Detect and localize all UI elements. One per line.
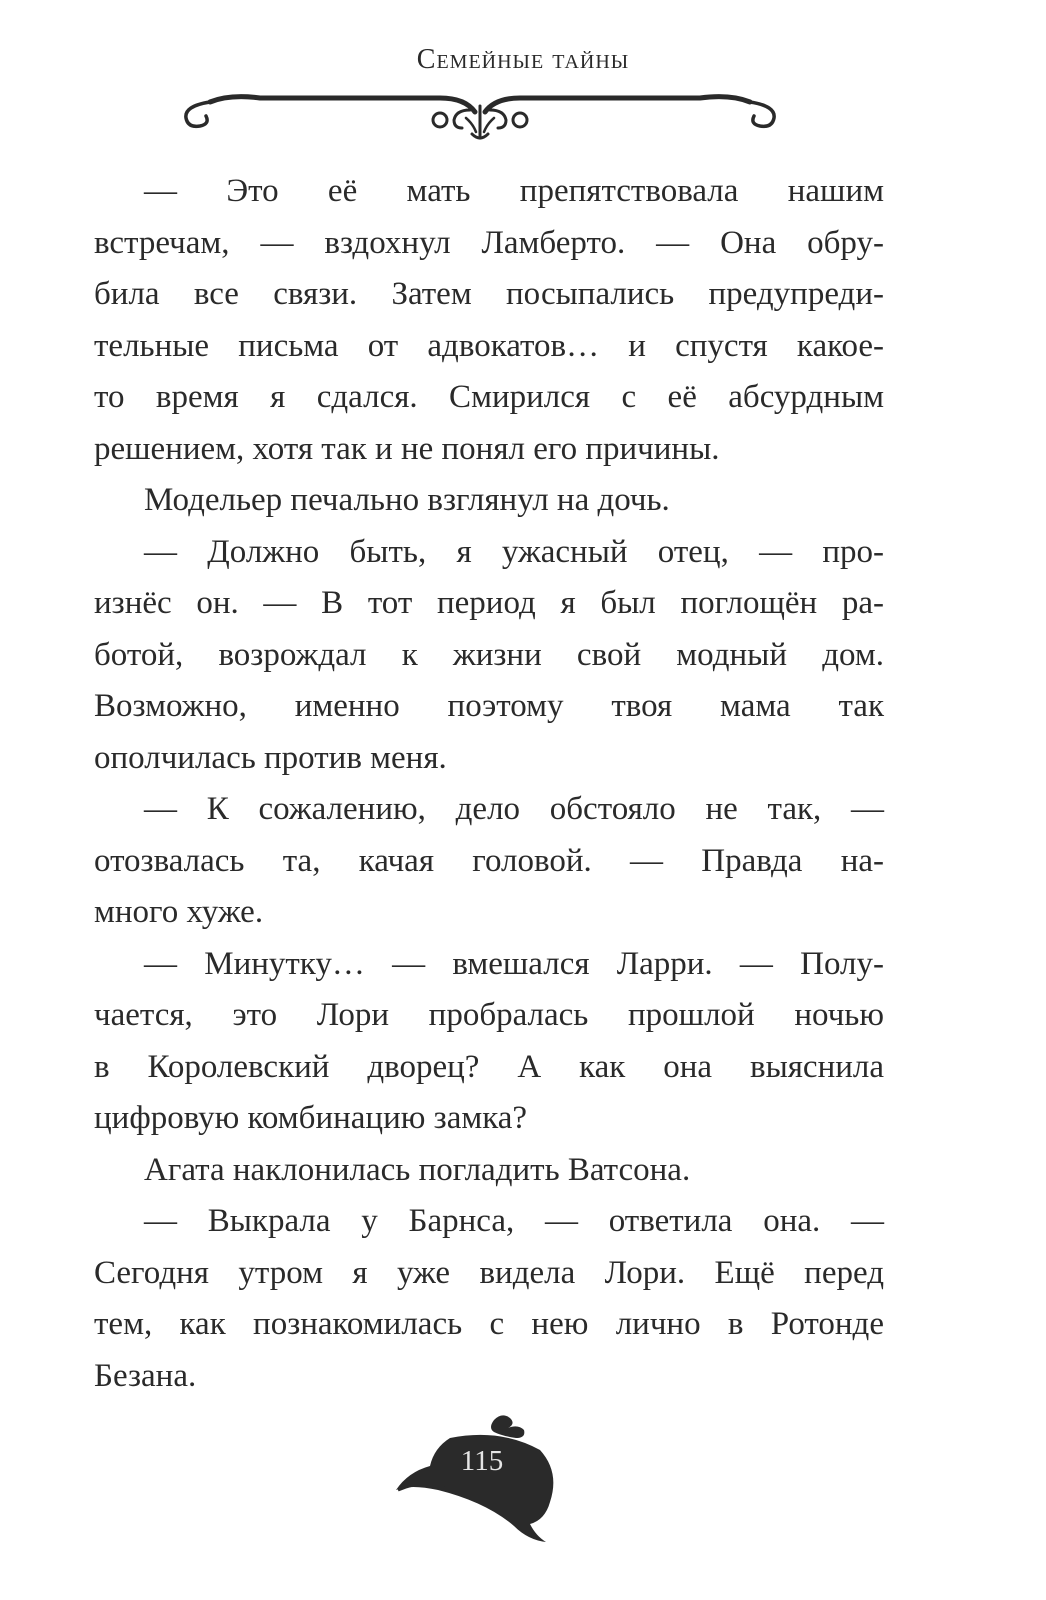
text-line: Возможно, именно поэтому твоя мама так xyxy=(94,688,884,724)
page-number: 115 xyxy=(460,1445,504,1477)
text-line: в Королевский дворец? А как она выяснила xyxy=(94,1048,884,1085)
detective-hat-icon xyxy=(390,1410,560,1550)
text-line: тельные письма от адвокатов… и спустя какое- xyxy=(94,327,884,364)
text-line: чается, это Лори пробралась прошлой ночью xyxy=(94,997,884,1033)
text-line: то время я сдался. Смирился с её абсурдным xyxy=(94,379,884,415)
running-head: Семейные тайны xyxy=(416,44,630,75)
text-line: тем, как познакомилась с нею лично в Ротонде xyxy=(94,1306,884,1342)
text-line: била все связи. Затем посыпались предупреди- xyxy=(94,276,884,312)
text-line: встречам, — вздохнул Ламберто. — Она обру- xyxy=(94,224,884,261)
scroll-ornament-icon xyxy=(170,88,790,148)
text-line: Безана. xyxy=(94,1357,197,1394)
text-line: изнёс он. — В тот период я был поглощён ра- xyxy=(94,585,884,621)
text-line: — К сожалению, дело обстояло не так, — xyxy=(144,791,884,827)
text-line: цифровую комбинацию замка? xyxy=(94,1100,528,1136)
text-line: — Должно быть, я ужасный отец, — про- xyxy=(144,533,884,570)
text-line: много хуже. xyxy=(94,894,264,930)
text-line: — Это её мать препятствовала нашим xyxy=(144,173,884,209)
text-line: отозвалась та, качая головой. — Правда на- xyxy=(94,842,884,879)
text-line: Модельер печально взглянул на дочь. xyxy=(144,482,670,518)
text-line: Сегодня утром я уже видела Лори. Ещё перед xyxy=(94,1254,884,1291)
text-line: Агата наклонилась погладить Ватсона. xyxy=(144,1151,691,1188)
text-line: — Минутку… — вмешался Ларри. — Полу- xyxy=(144,945,884,982)
text-line: ботой, возрождал к жизни свой модный дом. xyxy=(94,636,884,673)
text-line: решением, хотя так и не понял его причины. xyxy=(94,430,720,467)
body-text xyxy=(94,166,884,1402)
text-line: — Выкрала у Барнса, — ответила она. — xyxy=(144,1203,884,1239)
text-line: ополчилась против меня. xyxy=(94,739,447,776)
